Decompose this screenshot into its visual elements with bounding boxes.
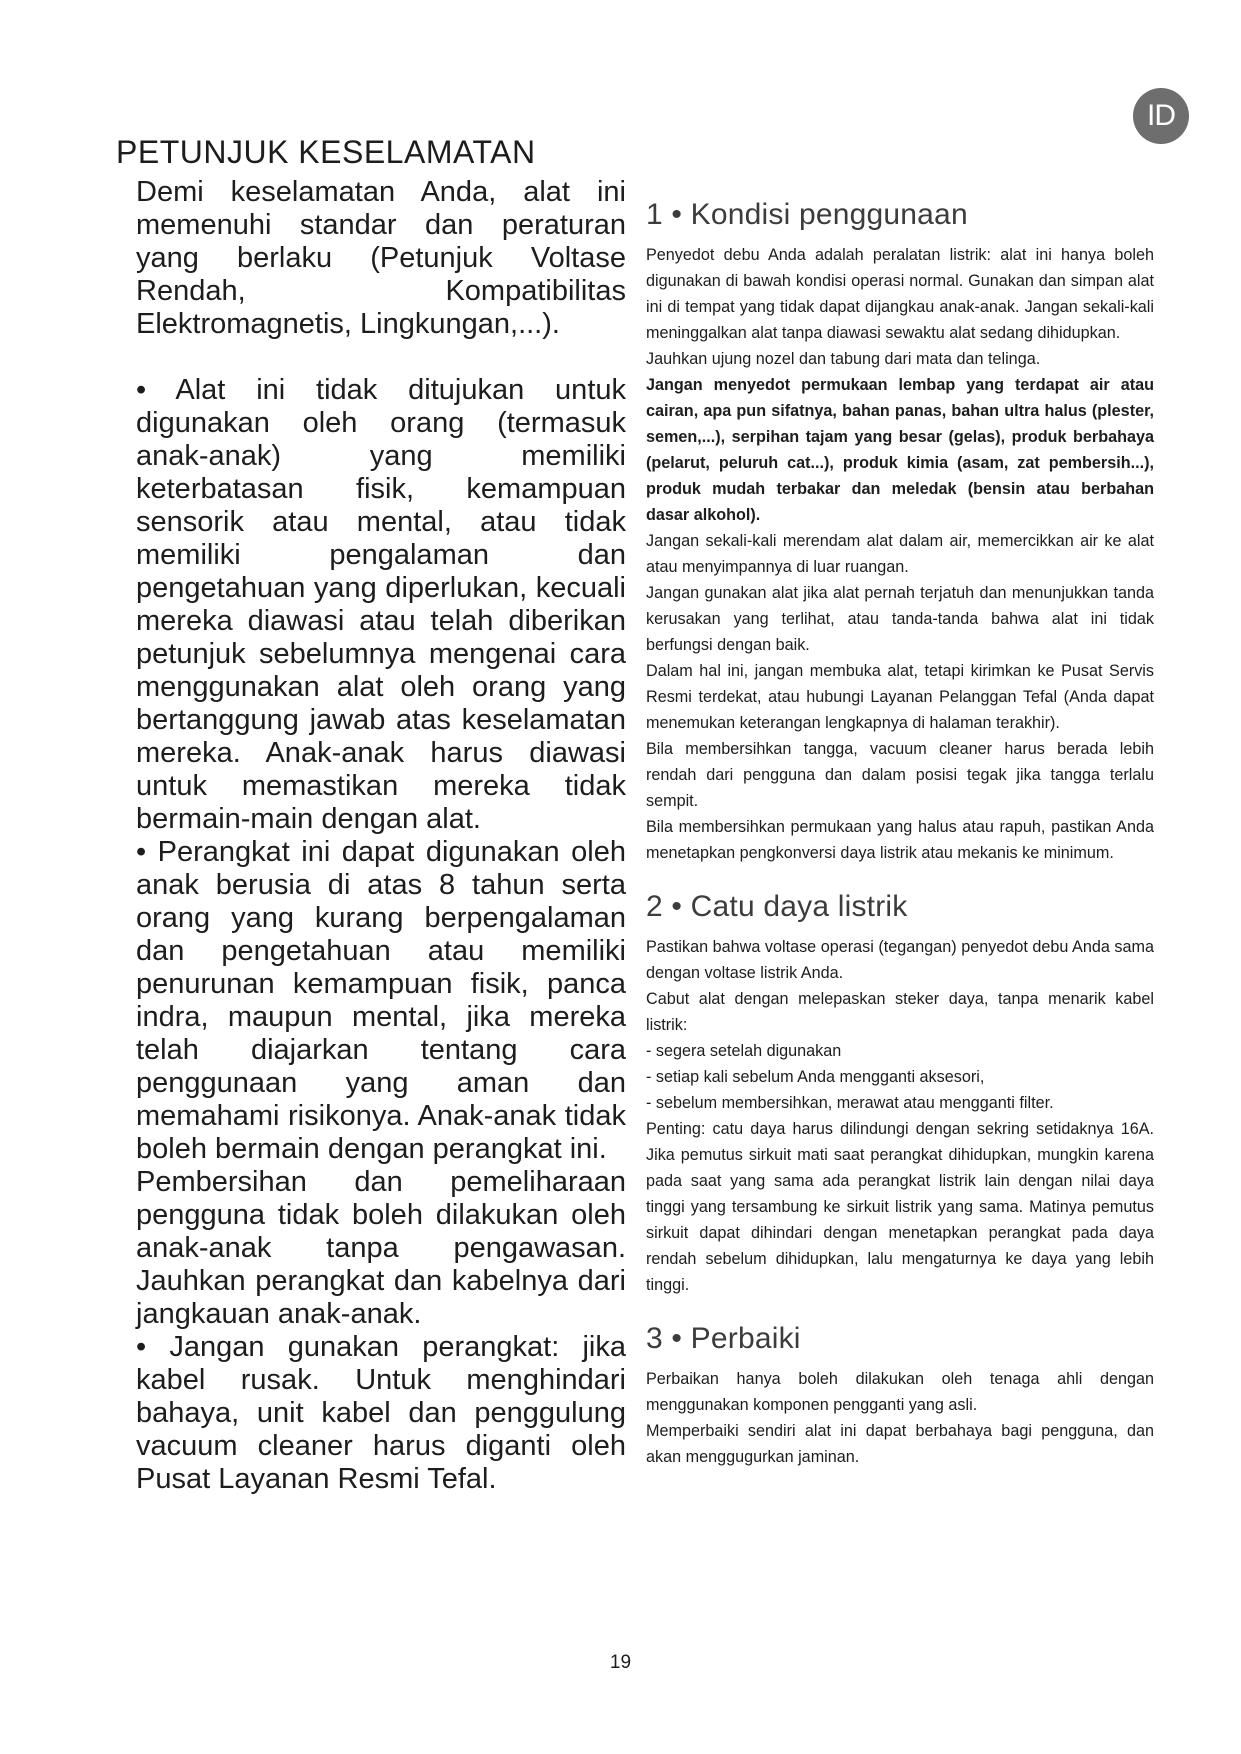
section-paragraph: Memperbaiki sendiri alat ini dapat berbahaya bagi pengguna, dan akan menggugurkan jaminan. xyxy=(646,1422,1154,1466)
section-heading: 3 • Perbaiki xyxy=(646,1322,801,1355)
section-list-item: - segera setelah digunakan xyxy=(646,1042,842,1060)
section-list-item: - setiap kali sebelum Anda mengganti aksesori, xyxy=(646,1068,985,1086)
section-paragraph: Bila membersihkan tangga, vacuum cleaner harus berada lebih rendah dari pengguna dan dalam posisi tegak jika tangga terlalu sempit. xyxy=(646,740,1154,810)
section-paragraph: Pastikan bahwa voltase operasi (tegangan) penyedot debu Anda sama dengan voltase listrik Anda. xyxy=(646,938,1154,982)
section-paragraph: Dalam hal ini, jangan membuka alat, tetapi kirimkan ke Pusat Servis Resmi terdekat, atau hubungi Layanan Pelanggan Tefal (Anda dapat menemukan keterangan lengkapnya di halaman terakhir). xyxy=(646,662,1154,732)
left-paragraph: Demi keselamatan Anda, alat ini memenuhi standar dan peraturan yang berlaku (Petunjuk Voltase Rendah, Kompatibilitas Elektromagnetis, Lingkungan,...). xyxy=(136,176,626,340)
page-number: 19 xyxy=(609,1652,632,1673)
section-paragraph-warning: Jangan menyedot permukaan lembap yang terdapat air atau cairan, apa pun sifatnya, bahan panas, bahan ultra halus (plester, semen,...), serpihan tajam yang besar (gelas), produk berbahaya (pelarut, peluruh cat...), produk kimia (asam, zat pembersih...), produk mudah terbakar dan meledak (bensin atau berbahan dasar alkohol). xyxy=(646,376,1154,524)
section-power-supply xyxy=(646,888,1154,1298)
left-paragraph: • Perangkat ini dapat digunakan oleh anak berusia di atas 8 tahun serta orang yang kurang berpengalaman dan pengetahuan atau memiliki penurunan kemampuan fisik, panca indra, maupun mental, jika mereka telah diajarkan tentang cara penggunaan yang aman dan memahami risikonya. Anak-anak tidak boleh bermain dengan perangkat ini. xyxy=(136,836,626,1165)
section-list-item: - sebelum membersihkan, merawat atau mengganti filter. xyxy=(646,1094,1054,1112)
section-paragraph: Cabut alat dengan melepaskan steker daya, tanpa menarik kabel listrik: xyxy=(646,990,1154,1034)
language-badge: ID xyxy=(1133,88,1189,144)
page-title: PETUNJUK KESELAMATAN xyxy=(116,134,536,170)
left-paragraph: • Jangan gunakan perangkat: jika kabel rusak. Untuk menghindari bahaya, unit kabel dan penggulung vacuum cleaner harus diganti oleh Pusat Layanan Resmi Tefal. xyxy=(136,1331,626,1495)
section-heading: 2 • Catu daya listrik xyxy=(646,890,908,923)
safety-instructions-column xyxy=(116,134,626,1496)
safety-instructions-body xyxy=(136,176,626,1496)
section-paragraph: Jauhkan ujung nozel dan tabung dari mata dan telinga. xyxy=(646,350,1041,368)
sections-column xyxy=(646,196,1154,1492)
section-paragraph: Jangan gunakan alat jika alat pernah terjatuh dan menunjukkan tanda kerusakan yang terlihat, atau tanda-tanda bahwa alat ini tidak berfungsi dengan baik. xyxy=(646,584,1154,654)
section-paragraph: Bila membersihkan permukaan yang halus atau rapuh, pastikan Anda menetapkan pengkonversi daya listrik atau mekanis ke minimum. xyxy=(646,818,1154,862)
section-paragraph: Penyedot debu Anda adalah peralatan listrik: alat ini hanya boleh digunakan di bawah kondisi operasi normal. Gunakan dan simpan alat ini di tempat yang tidak dapat dijangkau anak-anak. Jangan sekali-kali meninggalkan alat tanpa diawasi sewaktu alat sedang dihidupkan. xyxy=(646,246,1154,342)
section-paragraph: Perbaikan hanya boleh dilakukan oleh tenaga ahli dengan menggunakan komponen pengganti yang asli. xyxy=(646,1370,1154,1414)
section-conditions-of-use xyxy=(646,196,1154,866)
section-repairs xyxy=(646,1320,1154,1470)
section-heading: 1 • Kondisi penggunaan xyxy=(646,198,968,231)
section-paragraph: Penting: catu daya harus dilindungi dengan sekring setidaknya 16A. Jika pemutus sirkuit mati saat perangkat dihidupkan, mungkin karena pada saat yang sama ada perangkat listrik lain dengan nilai daya tinggi yang tersambung ke sirkuit listrik yang sama. Matinya pemutus sirkuit dapat dihindari dengan menetapkan perangkat pada daya rendah sebelum dihidupkan, lalu mengaturnya ke daya yang lebih tinggi. xyxy=(646,1120,1154,1294)
left-paragraph: Pembersihan dan pemeliharaan pengguna tidak boleh dilakukan oleh anak-anak tanpa pengawasan. Jauhkan perangkat dan kabelnya dari jangkauan anak-anak. xyxy=(136,1166,626,1330)
section-paragraph: Jangan sekali-kali merendam alat dalam air, memercikkan air ke alat atau menyimpannya di luar ruangan. xyxy=(646,532,1154,576)
left-paragraph: • Alat ini tidak ditujukan untuk digunakan oleh orang (termasuk anak-anak) yang memiliki keterbatasan fisik, kemampuan sensorik atau mental, atau tidak memiliki pengalaman dan pengetahuan yang diperlukan, kecuali mereka diawasi atau telah diberikan petunjuk sebelumnya mengenai cara menggunakan alat oleh orang yang bertanggung jawab atas keselamatan mereka. Anak-anak harus diawasi untuk memastikan mereka tidak bermain-main dengan alat. xyxy=(136,374,626,835)
